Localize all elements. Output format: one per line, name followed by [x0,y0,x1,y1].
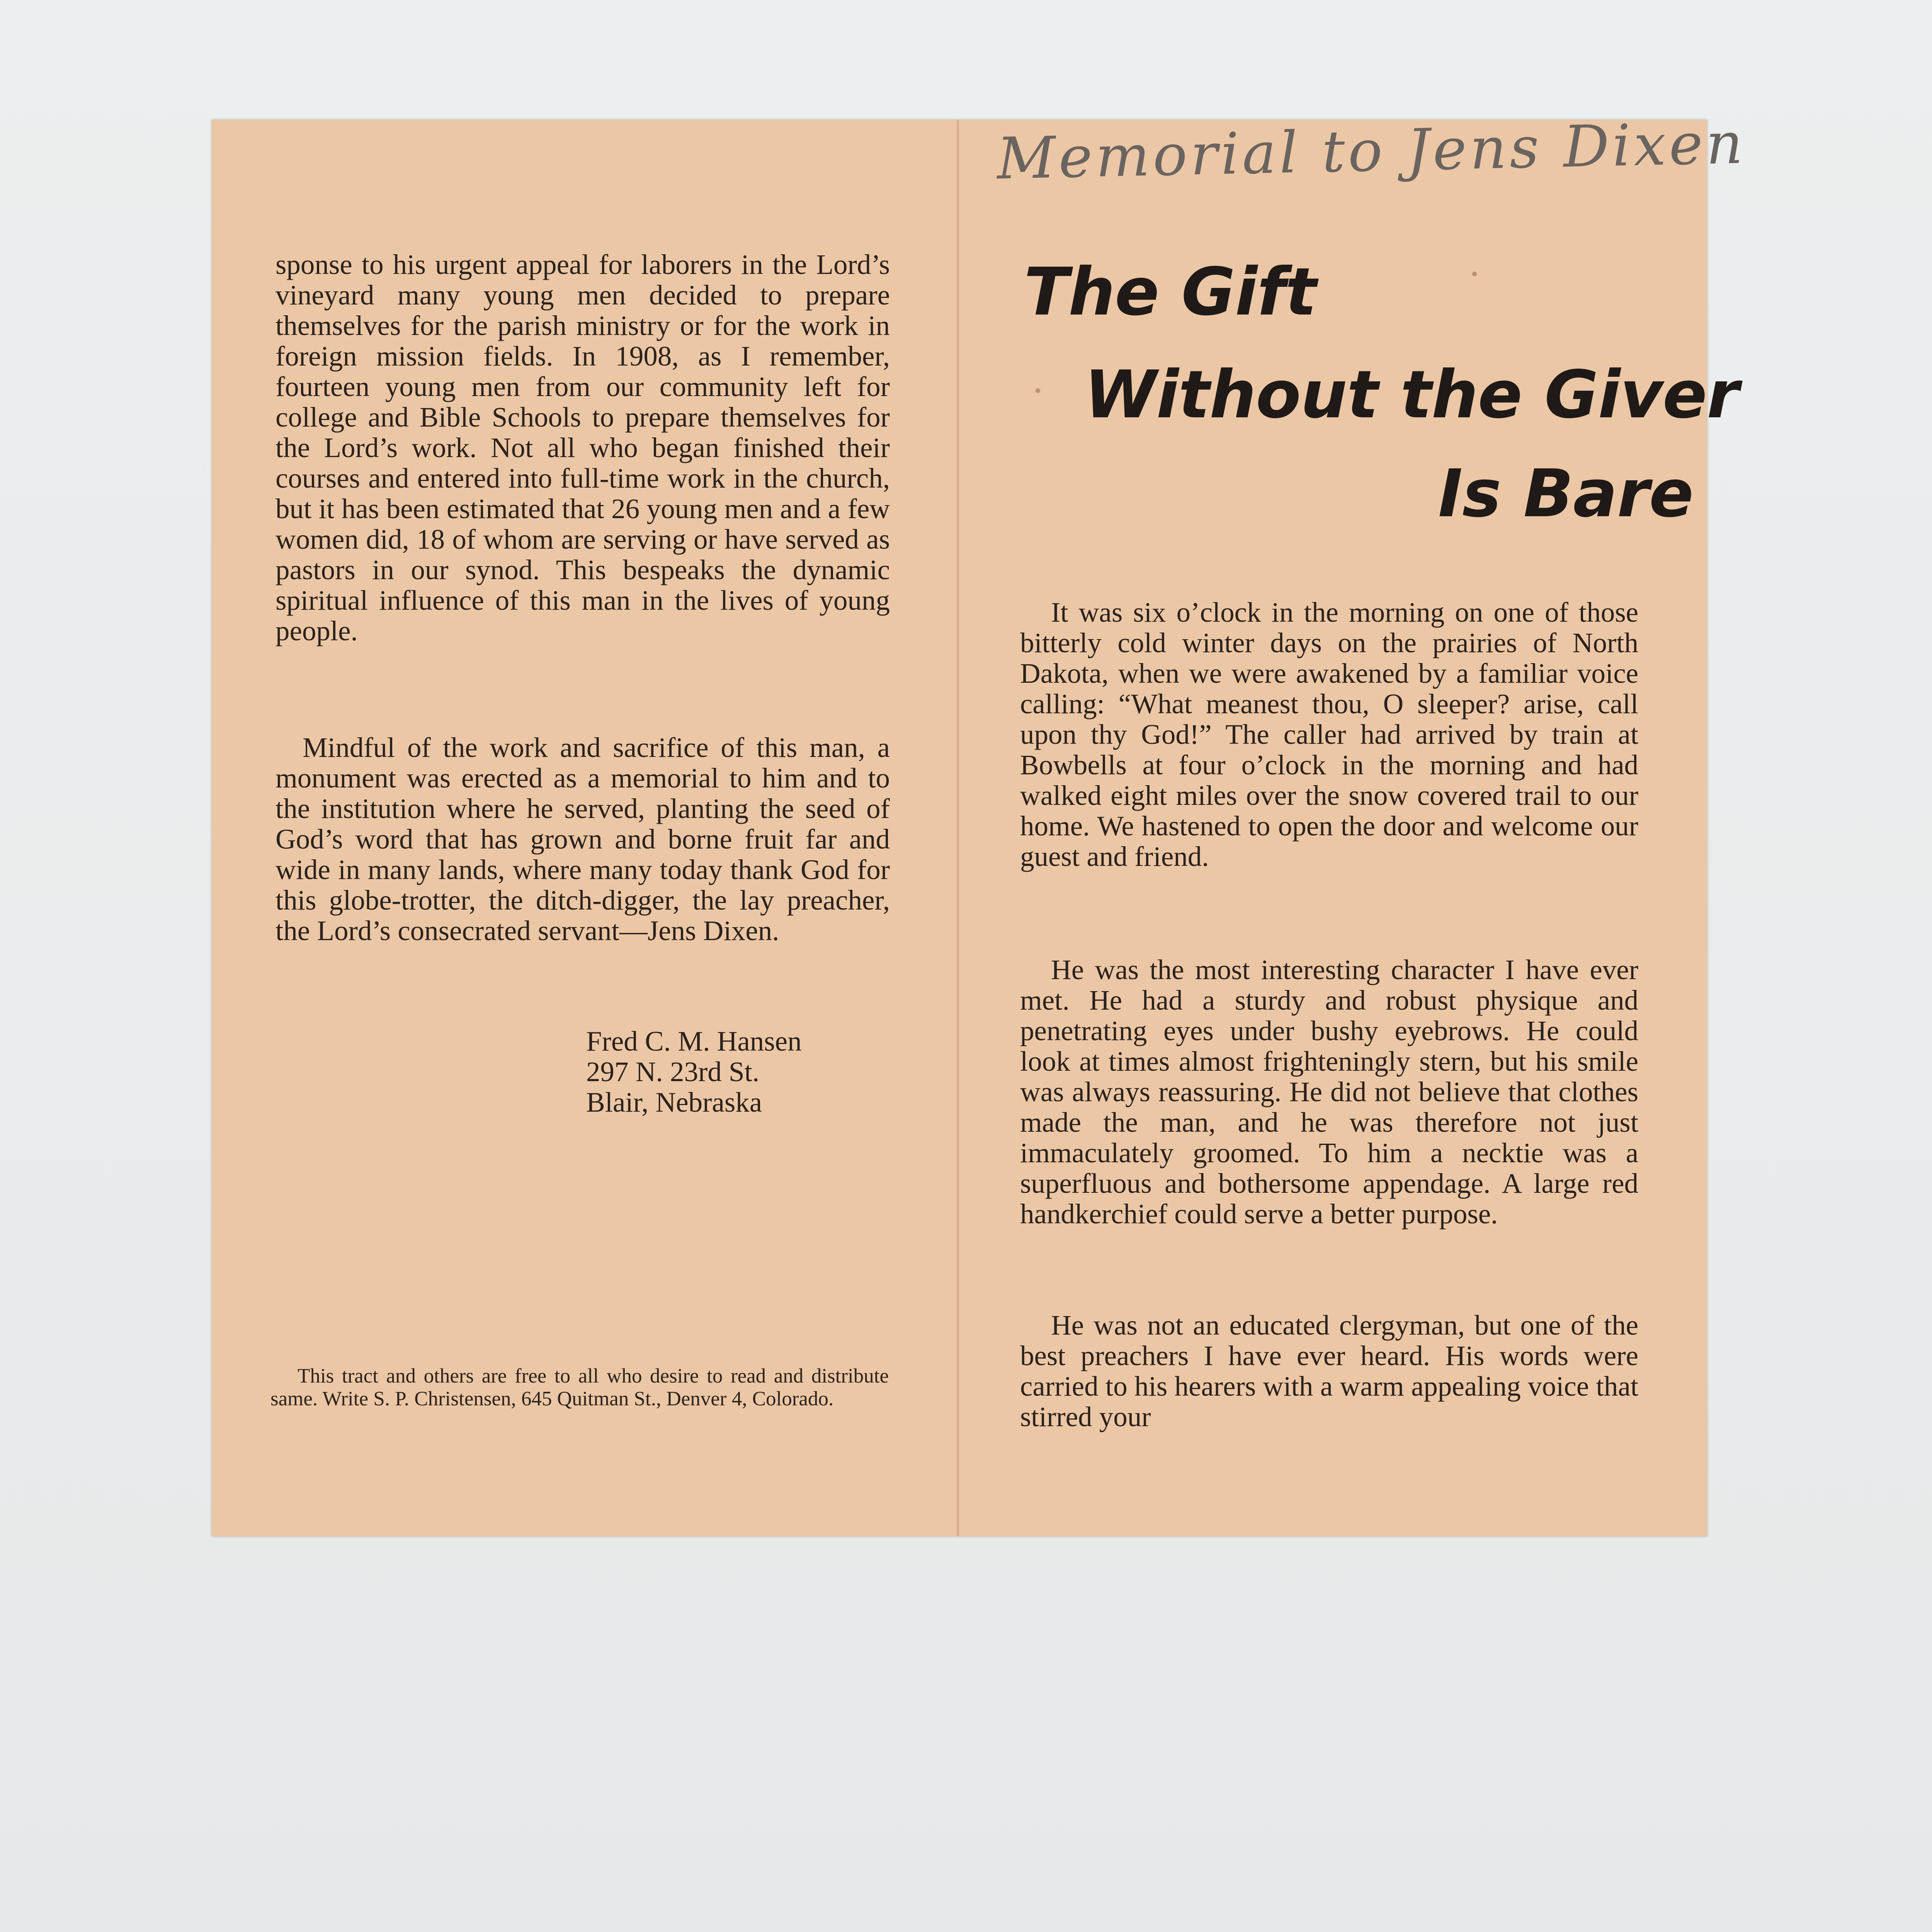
right-paragraph-3: He was not an educated clergyman, but one of the best preachers I have ever heard. His words were carried to his hearers with a warm appealing voice that stirred your [1020,1310,1638,1432]
author-signature-block [586,1026,802,1117]
right-paragraph-2: He was the most interesting character I have ever met. He had a sturdy and robust physique and penetrating eyes under bushy eyebrows. He could look at times almost frighteningly stern, but his smile was always reassuring. He did not believe that clothes made the man, and he was therefore not just immaculately groomed. To him a necktie was a superfluous and bothersome appendage. A large red handkerchief could serve a better purpose. [1020,954,1638,1230]
left-paragraph-1: sponse to his urgent appeal for laborers in the Lord’s vineyard many young men decided to prepare themselves for the parish ministry or for the work in foreign mission fields. In 1908, as I remember, fourteen young men from our community left for college and Bible Schools to prepare themselves for the Lord’s work. Not all who began finished their courses and entered into full-time work in the church, but it has been estimated that 26 young men and a few women did, 18 of whom are serving or have served as pastors in our synod. This bespeaks the dynamic spiritual influence of this man in the lives of young people. [276,249,890,646]
distribution-footnote: This tract and others are free to all who desire to read and distribute same. Write S. P. Christensen, 645 Quitman St., Denver 4, Colorado. [270,1365,889,1410]
handwritten-note: Memorial to Jens Dixen [996,110,1747,192]
paper-spot [1036,388,1040,393]
author-name: Fred C. M. Hansen [586,1026,802,1057]
title-line-3: Is Bare [1438,456,1694,532]
title-line-1: The Gift [1024,254,1316,330]
paper-spot [1472,272,1477,276]
author-street: 297 N. 23rd St. [586,1056,760,1087]
right-paragraph-1: It was six o’clock in the morning on one of those bitterly cold winter days on the prairies of North Dakota, when we were awakened by a familiar voice calling: “What meanest thou, O sleeper? arise, call upon thy God!” The caller had arrived by train at Bowbells at four o’clock in the morning and had walked eight miles over the snow covered trail to our home. We hastened to open the door and welcome our guest and friend. [1020,597,1638,872]
title-line-2: Without the Giver [1084,357,1739,433]
author-city: Blair, Nebraska [586,1087,762,1118]
left-paragraph-2: Mindful of the work and sacrifice of this man, a monument was erected as a memorial to him and to the institution where he served, planting the seed of God’s word that has grown and borne fruit far and wide in many lands, where many today thank God for this globe-trotter, the ditch-digger, the lay preacher, the Lord’s consecrated servant—Jens Dixen. [276,732,890,946]
